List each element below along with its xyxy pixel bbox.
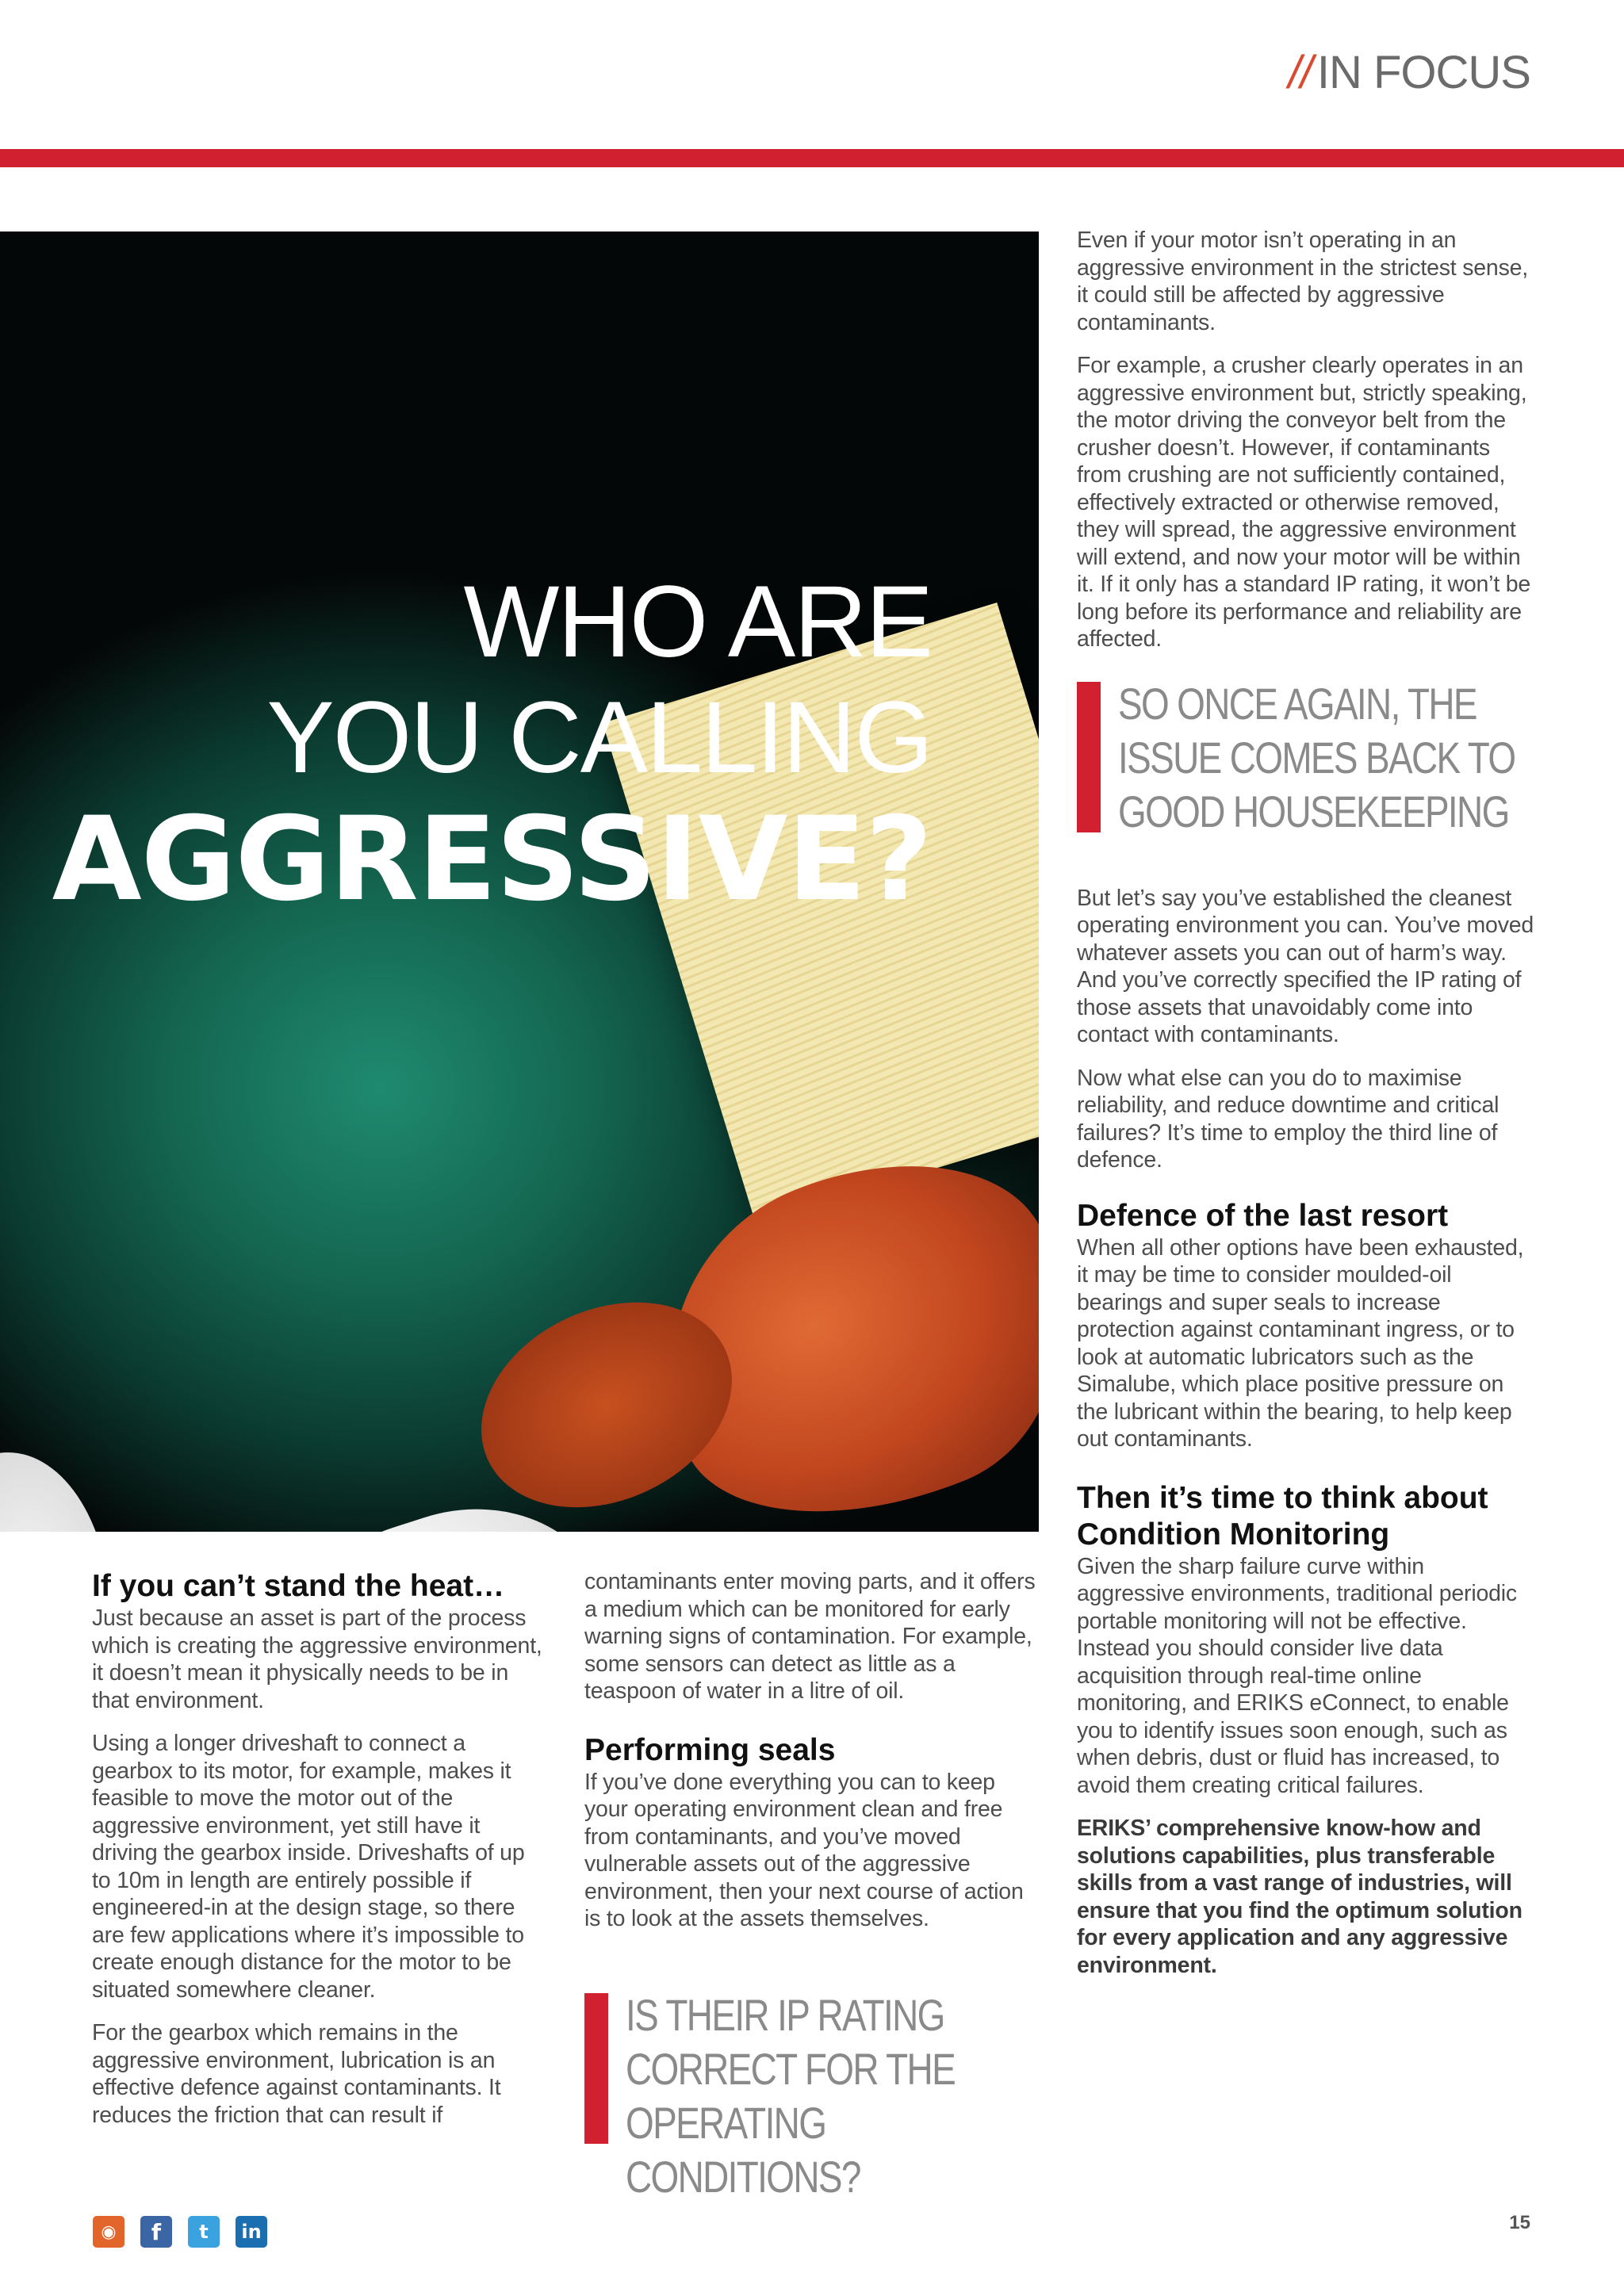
section-label	[1289, 46, 1530, 99]
left-paragraph-2: Using a longer driveshaft to connect a gearbox to its motor, for example, makes it feasible to move the motor out of the aggressive environment, yet still have it driving the gearbox inside. Driveshafts of up to 10m in length are entirely possible if engineered-in at the design stage, so there are few applications where it’s impossible to create enough distance for the motor to be situated somewhere cleaner.	[92, 1731, 525, 2003]
middle-column	[584, 1568, 1044, 2204]
middle-paragraph-1: contaminants enter moving parts, and it offers a medium which can be monitored for early warning signs of contamination. For example, some sensors can detect as little as a teaspoon of water in a litre of oil.	[584, 1569, 1036, 1704]
header-red-bar	[0, 149, 1624, 167]
rss-icon[interactable]: ◉	[93, 2216, 124, 2248]
right-paragraph-5: When all other options have been exhausted, it may be time to consider moulded-oil bearings and super seals to increase protection against contaminant ingress, or to look at automatic lubricators such as the Simalube, which place positive pressure on the lubricant within the bearing, to help keep out contaminants.	[1077, 1234, 1524, 1452]
section-slashes: //	[1288, 47, 1312, 98]
facebook-icon[interactable]: f	[140, 2216, 172, 2248]
pullquote-text: SO ONCE AGAIN, THE ISSUE COMES BACK TO GOOD HOUSEKEEPING	[1118, 678, 1515, 836]
hero-title-line3: AGGRESSIVE?	[52, 792, 932, 927]
heading-last-resort: Defence of the last resort	[1077, 1198, 1449, 1233]
hero-title-line1: WHO ARE	[463, 565, 932, 679]
right-paragraph-4: Now what else can you do to maximise reliability, and reduce downtime and critical failures? It’s time to employ the third line of defence.	[1077, 1065, 1500, 1173]
social-links	[93, 2216, 267, 2248]
pullquote-ip-rating	[584, 1988, 1044, 2204]
pullquote-bar	[1077, 682, 1101, 832]
hero-arm	[0, 1452, 111, 1532]
heading-condition-monitoring: Then it’s time to think about Condition Monitoring	[1077, 1480, 1488, 1552]
heading-performing-seals: Performing seals	[584, 1732, 836, 1767]
hero-image	[0, 232, 1039, 1532]
left-paragraph-3: For the gearbox which remains in the aggressive environment, lubrication is an effective defence against contaminants. It reduces the friction that can result if	[92, 2020, 501, 2128]
heading-stand-the-heat: If you can’t stand the heat…	[92, 1569, 505, 1603]
left-paragraph-1: Just because an asset is part of the process which is creating the aggressive environment, it doesn’t mean it physically needs to be in that environment.	[92, 1605, 542, 1713]
pullquote-housekeeping	[1077, 677, 1537, 839]
twitter-icon[interactable]: t	[188, 2216, 220, 2248]
right-paragraph-3: But let’s say you’ve established the cleanest operating environment you can. You’ve moved whatever assets you can out of harm’s way. And you’ve correctly specified the IP rating of those assets that unavoidably come into contact with contaminants.	[1077, 885, 1534, 1047]
right-paragraph-7: ERIKS’ comprehensive know-how and solutions capabilities, plus transferable skills from a vast range of industries, will ensure that you find the optimum solution for every application and any aggressive environment.	[1077, 1816, 1522, 1978]
hero-title	[0, 564, 932, 927]
hero-title-line2: YOU CALLING	[266, 681, 932, 794]
middle-paragraph-2: If you’ve done everything you can to keep your operating environment clean and free from contaminants, and you’ve moved vulnerable assets out of the aggressive environment, then your next course of action is to look at the assets themselves.	[584, 1769, 1024, 1931]
left-column	[92, 1568, 548, 2145]
pullquote-text: IS THEIR IP RATING CORRECT FOR THE OPERATING CONDITIONS?	[626, 1989, 956, 2202]
right-paragraph-2: For example, a crusher clearly operates in an aggressive environment but, strictly speaking, the motor driving the conveyor belt from the crusher doesn’t. However, if contaminants from crushing are not sufficiently contained, effectively extracted or otherwise removed, they will spread, the aggressive environment will extend, and now your motor will be within it. If it only has a standard IP rating, it won’t be long before its performance and reliability are affected.	[1077, 353, 1531, 652]
section-title: IN FOCUS	[1316, 47, 1530, 98]
right-column	[1077, 227, 1537, 1995]
right-paragraph-1: Even if your motor isn’t operating in an aggressive environment in the strictest sense, it could still be affected by aggressive contaminants.	[1077, 228, 1528, 335]
pullquote-bar	[584, 1993, 608, 2144]
right-paragraph-6: Given the sharp failure curve within aggressive environments, traditional periodic portable monitoring will not be effective. Instead you should consider live data acquisition through real-time online monitoring, and ERIKS eConnect, to enable you to identify issues soon enough, such as when debris, dust or fluid has increased, to avoid them creating critical failures.	[1077, 1553, 1517, 1798]
page-number: 15	[1509, 2212, 1530, 2233]
linkedin-icon[interactable]: in	[236, 2216, 267, 2248]
